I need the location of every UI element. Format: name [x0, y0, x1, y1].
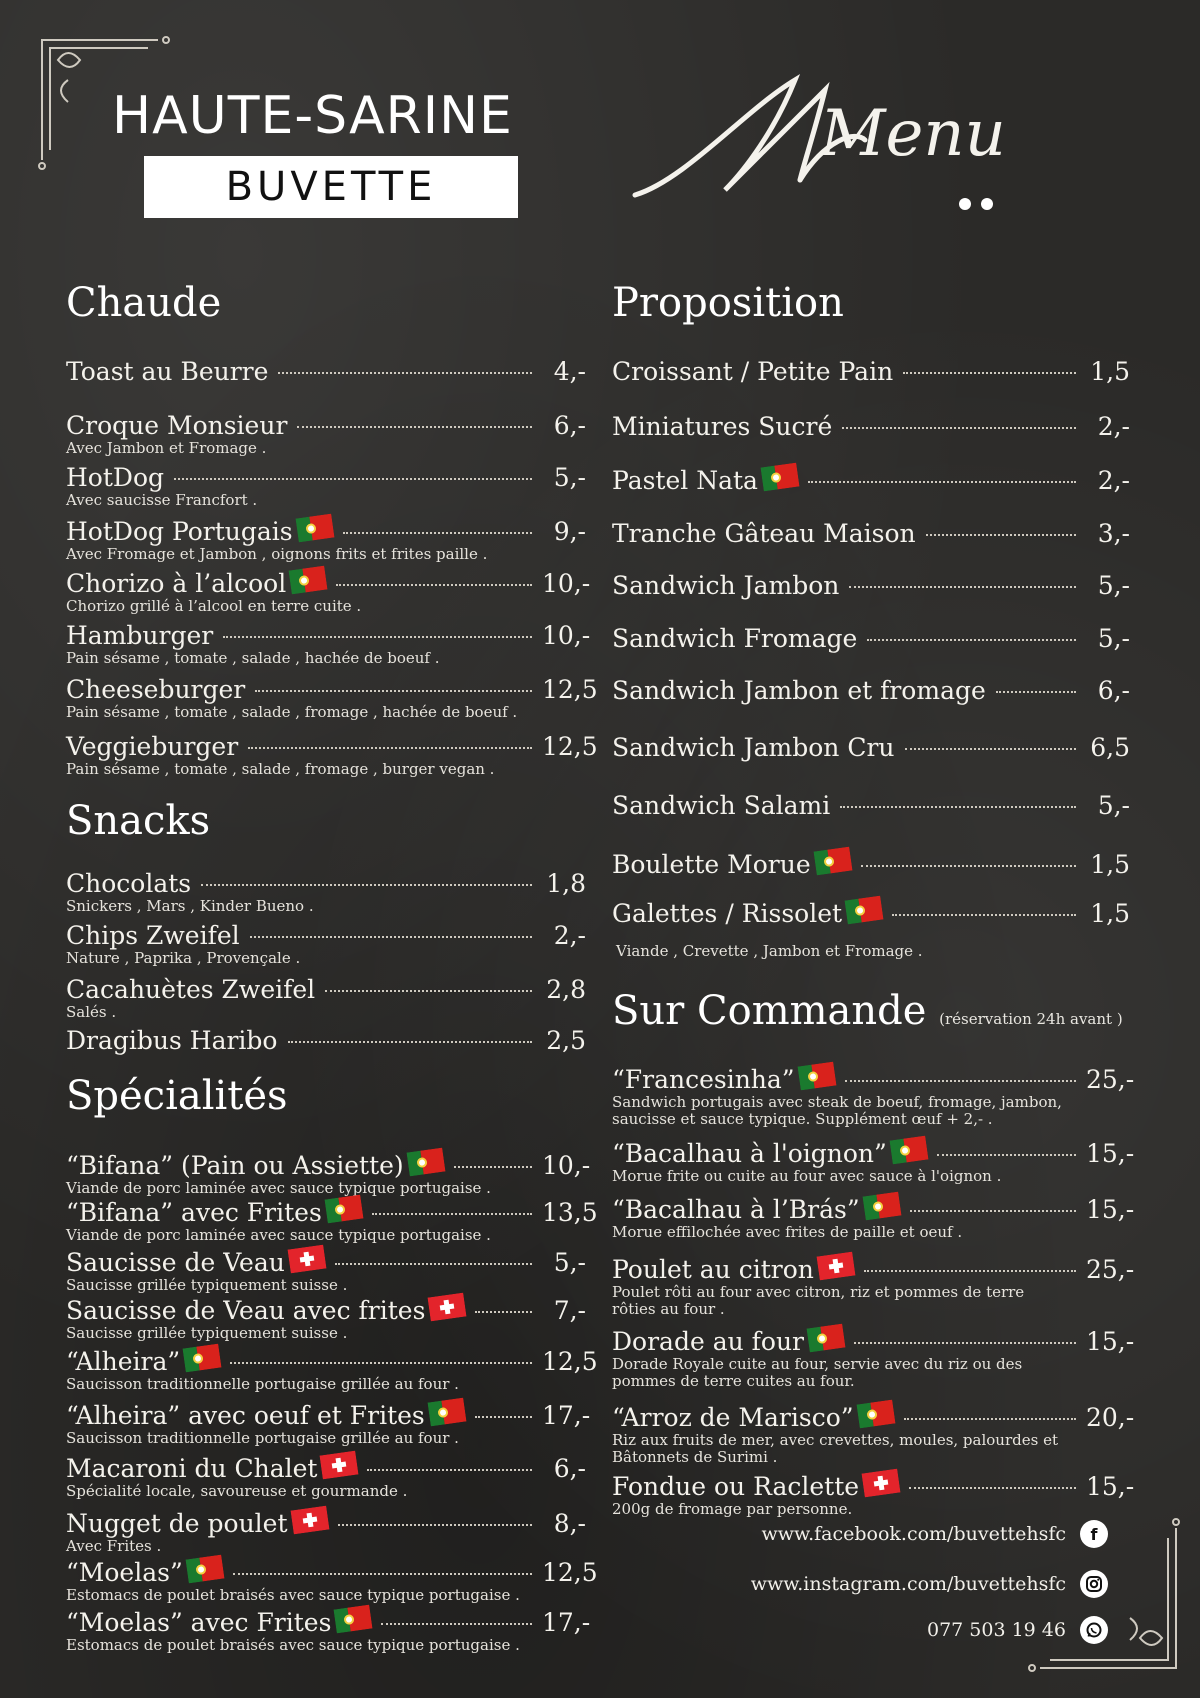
item-name: Cheeseburger	[66, 675, 246, 704]
item-name: “Arroz de Marisco”	[612, 1403, 854, 1432]
leader-dots	[372, 1213, 532, 1215]
leader-dots	[904, 1418, 1076, 1420]
section-title-sur-commande	[612, 988, 1123, 1034]
item-name: Sandwich Fromage	[612, 624, 858, 653]
item-line	[612, 676, 1130, 706]
item-name: Miniatures Sucré	[612, 412, 833, 441]
swiss-flag-icon	[428, 1293, 467, 1322]
commande-item	[612, 1254, 1135, 1318]
item-line	[612, 1064, 1135, 1095]
item-description: 200g de fromage par personne.	[612, 1500, 853, 1518]
specialites-item	[66, 1346, 598, 1393]
item-price: 1,5	[1090, 357, 1130, 386]
item-price: 20,-	[1086, 1403, 1135, 1432]
chaude-item	[66, 463, 586, 509]
item-price: 2,5	[546, 1026, 586, 1055]
leader-dots	[223, 636, 532, 638]
proposition-item	[612, 519, 1130, 549]
portugal-flag-icon	[183, 1344, 222, 1373]
item-description: Salés .	[66, 1003, 117, 1021]
brand-title: HAUTE-SARINE	[112, 86, 513, 146]
item-price: 5,-	[553, 1248, 586, 1277]
item-line	[612, 1194, 1135, 1225]
portugal-flag-icon	[185, 1555, 224, 1584]
item-name: Dorade au four	[612, 1327, 805, 1356]
portugal-flag-icon	[856, 1400, 895, 1429]
leader-dots	[905, 748, 1077, 750]
item-name: Cacahuètes Zweifel	[66, 975, 316, 1004]
proposition-item	[612, 791, 1130, 821]
item-line	[612, 1471, 1135, 1502]
item-line	[66, 1400, 591, 1431]
item-line	[612, 1402, 1135, 1433]
item-name: Fondue ou Raclette	[612, 1472, 860, 1501]
item-description: Morue frite ou cuite au four avec sauce à l'oignon .	[612, 1167, 1002, 1185]
leader-dots	[335, 1263, 532, 1265]
contact-phone[interactable]	[927, 1616, 1108, 1644]
item-line	[66, 675, 598, 705]
item-name: Croissant / Petite Pain	[612, 357, 894, 386]
leader-dots	[255, 690, 532, 692]
item-name: “Bifana” (Pain ou Assiette)	[66, 1151, 404, 1180]
item-price: 4,-	[553, 357, 586, 386]
item-name: Chips Zweifel	[66, 921, 240, 950]
leader-dots	[343, 532, 532, 534]
portugal-flag-icon	[289, 566, 328, 595]
leader-dots	[903, 372, 1076, 374]
chaude-item	[66, 621, 591, 667]
chaude-item	[66, 516, 586, 563]
item-line	[66, 1026, 586, 1056]
item-line	[66, 516, 586, 547]
item-line	[66, 1508, 586, 1539]
item-description: Saucisson traditionnelle portugaise grillée au four .	[66, 1375, 459, 1393]
leader-dots	[842, 427, 1076, 429]
leader-dots	[937, 1154, 1076, 1156]
item-price: 12,5	[542, 1347, 598, 1376]
item-name: “Bacalhau à l’Brás”	[612, 1195, 860, 1224]
item-name: Hamburger	[66, 621, 214, 650]
portugal-flag-icon	[295, 514, 334, 543]
portugal-flag-icon	[324, 1195, 363, 1224]
commande-item	[612, 1471, 1135, 1518]
item-line	[66, 568, 591, 599]
brand-subtitle: BUVETTE	[225, 164, 437, 210]
specialites-item	[66, 1607, 591, 1654]
item-name: Croque Monsieur	[66, 411, 288, 440]
item-line	[66, 621, 591, 651]
item-description: Chorizo grillé à l’alcool en terre cuite .	[66, 597, 362, 615]
item-price: 6,-	[553, 411, 586, 440]
swiss-flag-icon	[290, 1506, 329, 1535]
item-name: Dragibus Haribo	[66, 1026, 278, 1055]
item-description: Estomacs de poulet braisés avec sauce typique portugaise .	[66, 1586, 520, 1604]
item-line	[66, 1607, 591, 1638]
item-name: “Bacalhau à l'oignon”	[612, 1139, 887, 1168]
section-title-proposition: Proposition	[612, 280, 844, 326]
item-name: “Alheira” avec oeuf et Frites	[66, 1401, 425, 1430]
specialites-item	[66, 1150, 591, 1197]
sur-commande-title: Sur Commande	[612, 988, 927, 1034]
item-line	[612, 849, 1130, 880]
item-price: 3,-	[1097, 519, 1130, 548]
item-name: Sandwich Salami	[612, 791, 831, 820]
item-line	[66, 1557, 598, 1588]
portugal-flag-icon	[807, 1324, 846, 1353]
item-description: Riz aux fruits de mer, avec crevettes, moules, palourdes et Bâtonnets de Surimi .	[612, 1431, 1058, 1466]
leader-dots	[338, 1524, 532, 1526]
section-title-specialites: Spécialités	[66, 1073, 288, 1119]
specialites-item	[66, 1295, 586, 1342]
chaude-item	[66, 675, 598, 721]
portugal-flag-icon	[813, 847, 852, 876]
item-line	[66, 1346, 598, 1377]
item-name: HotDog Portugais	[66, 517, 293, 546]
item-name: “Moelas”	[66, 1558, 183, 1587]
portugal-flag-icon	[889, 1136, 928, 1165]
snacks-item	[66, 1026, 586, 1056]
item-line	[612, 465, 1130, 496]
leader-dots	[233, 1573, 532, 1575]
item-line	[66, 921, 586, 951]
snacks-item	[66, 869, 586, 915]
menu-script-label: Menu	[820, 97, 1006, 171]
commande-item	[612, 1138, 1135, 1185]
item-description: Saucisse grillée typiquement suisse .	[66, 1276, 348, 1294]
item-price: 2,8	[546, 975, 586, 1004]
item-price: 7,-	[553, 1296, 586, 1325]
item-name: “Bifana” avec Frites	[66, 1198, 322, 1227]
leader-dots	[454, 1166, 532, 1168]
proposition-item	[612, 571, 1130, 601]
item-price: 17,-	[542, 1608, 591, 1637]
sur-commande-note: (réservation 24h avant )	[939, 1010, 1123, 1028]
item-name: Sandwich Jambon	[612, 571, 840, 600]
item-price: 12,5	[542, 1558, 598, 1587]
portugal-flag-icon	[862, 1192, 901, 1221]
leader-dots	[201, 884, 532, 886]
item-price: 15,-	[1086, 1195, 1135, 1224]
item-price: 25,-	[1086, 1255, 1135, 1284]
item-line	[612, 571, 1130, 601]
proposition-item	[612, 412, 1130, 442]
leader-dots	[230, 1362, 532, 1364]
item-line	[66, 411, 586, 441]
snacks-item	[66, 975, 586, 1021]
portugal-flag-icon	[760, 463, 799, 492]
contact-instagram[interactable]	[751, 1570, 1108, 1598]
item-name: Saucisse de Veau	[66, 1248, 285, 1277]
item-line	[66, 1295, 586, 1326]
item-line	[612, 357, 1130, 387]
specialites-item	[66, 1400, 591, 1447]
leader-dots	[475, 1311, 532, 1313]
item-line	[612, 624, 1130, 654]
portugal-flag-icon	[406, 1148, 445, 1177]
item-price: 2,-	[553, 921, 586, 950]
item-price: 10,-	[542, 569, 591, 598]
swiss-flag-icon	[816, 1252, 855, 1281]
item-description: Estomacs de poulet braisés avec sauce typique portugaise .	[66, 1636, 520, 1654]
item-price: 15,-	[1086, 1327, 1135, 1356]
portugal-flag-icon	[845, 896, 884, 925]
item-price: 2,-	[1097, 466, 1130, 495]
item-price: 12,5	[542, 732, 598, 761]
leader-dots	[367, 1469, 532, 1471]
item-line	[66, 732, 598, 762]
item-description: Dorade Royale cuite au four, servie avec du riz ou des pommes de terre cuites au four.	[612, 1355, 1023, 1390]
item-name: Boulette Morue	[612, 850, 811, 879]
swiss-flag-icon	[320, 1451, 359, 1480]
leader-dots	[288, 1041, 533, 1043]
item-description: Viande de porc laminée avec sauce typique portugaise .	[66, 1179, 491, 1197]
item-description: Poulet rôti au four avec citron, riz et pommes de terre rôties au four .	[612, 1283, 1025, 1318]
item-price: 10,-	[542, 621, 591, 650]
leader-dots	[381, 1623, 532, 1625]
leader-dots	[867, 639, 1076, 641]
leader-dots	[861, 865, 1076, 867]
swiss-flag-icon	[862, 1469, 901, 1498]
item-price: 5,-	[1097, 571, 1130, 600]
leader-dots	[864, 1270, 1076, 1272]
item-line	[66, 1150, 591, 1181]
specialites-item	[66, 1197, 598, 1244]
item-description: Avec saucisse Francfort .	[66, 491, 258, 509]
item-price: 6,-	[1097, 676, 1130, 705]
section-title-snacks: Snacks	[66, 798, 211, 844]
proposition-item	[612, 733, 1130, 763]
commande-item	[612, 1194, 1135, 1241]
item-price: 2,-	[1097, 412, 1130, 441]
item-name: Nugget de poulet	[66, 1509, 288, 1538]
chaude-item	[66, 568, 591, 615]
item-name: Sandwich Jambon Cru	[612, 733, 895, 762]
commande-item	[612, 1402, 1135, 1466]
item-name: Saucisse de Veau avec frites	[66, 1296, 426, 1325]
portugal-flag-icon	[427, 1398, 466, 1427]
item-line	[66, 357, 586, 387]
item-name: Poulet au citron	[612, 1255, 814, 1284]
item-price: 1,8	[546, 869, 586, 898]
item-description: Avec Frites .	[66, 1537, 162, 1555]
leader-dots	[325, 990, 532, 992]
item-price: 9,-	[553, 517, 586, 546]
item-description: Avec Fromage et Jambon , oignons frits et frites paille .	[66, 545, 488, 563]
item-line	[612, 519, 1130, 549]
leader-dots	[475, 1416, 532, 1418]
swiss-flag-icon	[287, 1245, 326, 1274]
leader-dots	[278, 372, 532, 374]
item-price: 5,-	[1097, 624, 1130, 653]
item-description: Pain sésame , tomate , salade , hachée de boeuf .	[66, 649, 440, 667]
item-name: Toast au Beurre	[66, 357, 269, 386]
item-price: 1,5	[1090, 850, 1130, 879]
item-price: 13,5	[542, 1198, 598, 1227]
item-name: Pastel Nata	[612, 466, 758, 495]
item-name: Tranche Gâteau Maison	[612, 519, 916, 548]
chaude-item	[66, 411, 586, 457]
item-description: Morue effilochée avec frites de paille et oeuf .	[612, 1223, 963, 1241]
proposition-item	[612, 898, 1130, 929]
item-line	[66, 869, 586, 899]
item-description: Pain sésame , tomate , salade , fromage , burger vegan .	[66, 760, 495, 778]
item-price: 12,5	[542, 675, 598, 704]
item-name: Macaroni du Chalet	[66, 1454, 318, 1483]
item-line	[66, 1247, 586, 1278]
right-column	[612, 0, 1135, 1698]
commande-item	[612, 1064, 1135, 1128]
leader-dots	[909, 1487, 1076, 1489]
facebook-icon: f	[1080, 1520, 1108, 1548]
item-name: Sandwich Jambon et fromage	[612, 676, 986, 705]
leader-dots	[840, 806, 1076, 808]
item-price: 15,-	[1086, 1472, 1135, 1501]
item-line	[612, 733, 1130, 763]
leader-dots	[336, 584, 532, 586]
specialites-item	[66, 1247, 586, 1294]
leader-dots	[910, 1210, 1076, 1212]
item-name: Chorizo à l’alcool	[66, 569, 287, 598]
item-name: “Moelas” avec Frites	[66, 1608, 332, 1637]
item-line	[66, 1197, 598, 1228]
item-price: 17,-	[542, 1401, 591, 1430]
item-price: 6,5	[1090, 733, 1130, 762]
leader-dots	[808, 481, 1076, 483]
specialites-item	[66, 1557, 598, 1604]
item-description: Avec Jambon et Fromage .	[66, 439, 267, 457]
leader-dots	[248, 747, 532, 749]
item-line	[612, 1138, 1135, 1169]
item-name: Veggieburger	[66, 732, 239, 761]
proposition-item	[612, 624, 1130, 654]
leader-dots	[849, 586, 1076, 588]
proposition-item	[612, 676, 1130, 706]
proposition-note: Viande , Crevette , Jambon et Fromage .	[616, 942, 923, 960]
proposition-item	[612, 465, 1130, 496]
snacks-item	[66, 921, 586, 967]
chaude-item	[66, 732, 598, 778]
portugal-flag-icon	[797, 1062, 836, 1091]
item-price: 8,-	[553, 1509, 586, 1538]
item-description: Sandwich portugais avec steak de boeuf, fromage, jambon, saucisse et sauce typique. Supplément œuf + 2,- .	[612, 1093, 1062, 1128]
leader-dots	[892, 914, 1076, 916]
item-line	[66, 975, 586, 1005]
item-description: Nature , Paprika , Provençale .	[66, 949, 301, 967]
item-line	[612, 1326, 1135, 1357]
leader-dots	[297, 426, 532, 428]
leader-dots	[174, 478, 532, 480]
item-price: 5,-	[553, 463, 586, 492]
chaude-item	[66, 357, 586, 387]
leader-dots	[250, 936, 532, 938]
item-price: 25,-	[1086, 1065, 1135, 1094]
leader-dots	[845, 1080, 1076, 1082]
item-description: Snickers , Mars , Kinder Bueno .	[66, 897, 314, 915]
leader-dots	[996, 691, 1076, 693]
item-line	[612, 412, 1130, 442]
item-name: Galettes / Rissolet	[612, 899, 843, 928]
item-description: Saucisse grillée typiquement suisse .	[66, 1324, 348, 1342]
phone-number[interactable]: 077 503 19 46	[926, 1619, 1066, 1641]
facebook-link[interactable]: www.facebook.com/buvettehsfc	[761, 1523, 1066, 1545]
proposition-item	[612, 357, 1130, 387]
specialites-item	[66, 1508, 586, 1555]
item-price: 1,5	[1090, 899, 1130, 928]
specialites-item	[66, 1453, 586, 1500]
item-line	[612, 791, 1130, 821]
item-description: Saucisson traditionnelle portugaise grillée au four .	[66, 1429, 459, 1447]
item-line	[66, 1453, 586, 1484]
item-price: 15,-	[1086, 1139, 1135, 1168]
item-price: 10,-	[542, 1151, 591, 1180]
proposition-item	[612, 849, 1130, 880]
section-title-chaude: Chaude	[66, 280, 222, 326]
item-line	[612, 1254, 1135, 1285]
item-description: Viande de porc laminée avec sauce typique portugaise .	[66, 1226, 491, 1244]
item-price: 6,-	[553, 1454, 586, 1483]
item-name: Chocolats	[66, 869, 192, 898]
portugal-flag-icon	[334, 1605, 373, 1634]
item-description: Pain sésame , tomate , salade , fromage , hachée de boeuf .	[66, 703, 518, 721]
item-name: HotDog	[66, 463, 164, 492]
contact-facebook[interactable]	[762, 1520, 1108, 1548]
left-column	[66, 0, 598, 1698]
item-line	[612, 898, 1130, 929]
item-name: “Alheira”	[66, 1347, 181, 1376]
instagram-icon	[1080, 1570, 1108, 1598]
commande-item	[612, 1326, 1135, 1390]
item-price: 5,-	[1097, 791, 1130, 820]
item-description: Spécialité locale, savoureuse et gourmande .	[66, 1482, 408, 1500]
leader-dots	[926, 534, 1076, 536]
item-name: “Francesinha”	[612, 1065, 795, 1094]
instagram-link[interactable]: www.instagram.com/buvettehsfc	[750, 1573, 1066, 1595]
leader-dots	[854, 1342, 1076, 1344]
item-line	[66, 463, 586, 493]
whatsapp-icon	[1080, 1616, 1108, 1644]
